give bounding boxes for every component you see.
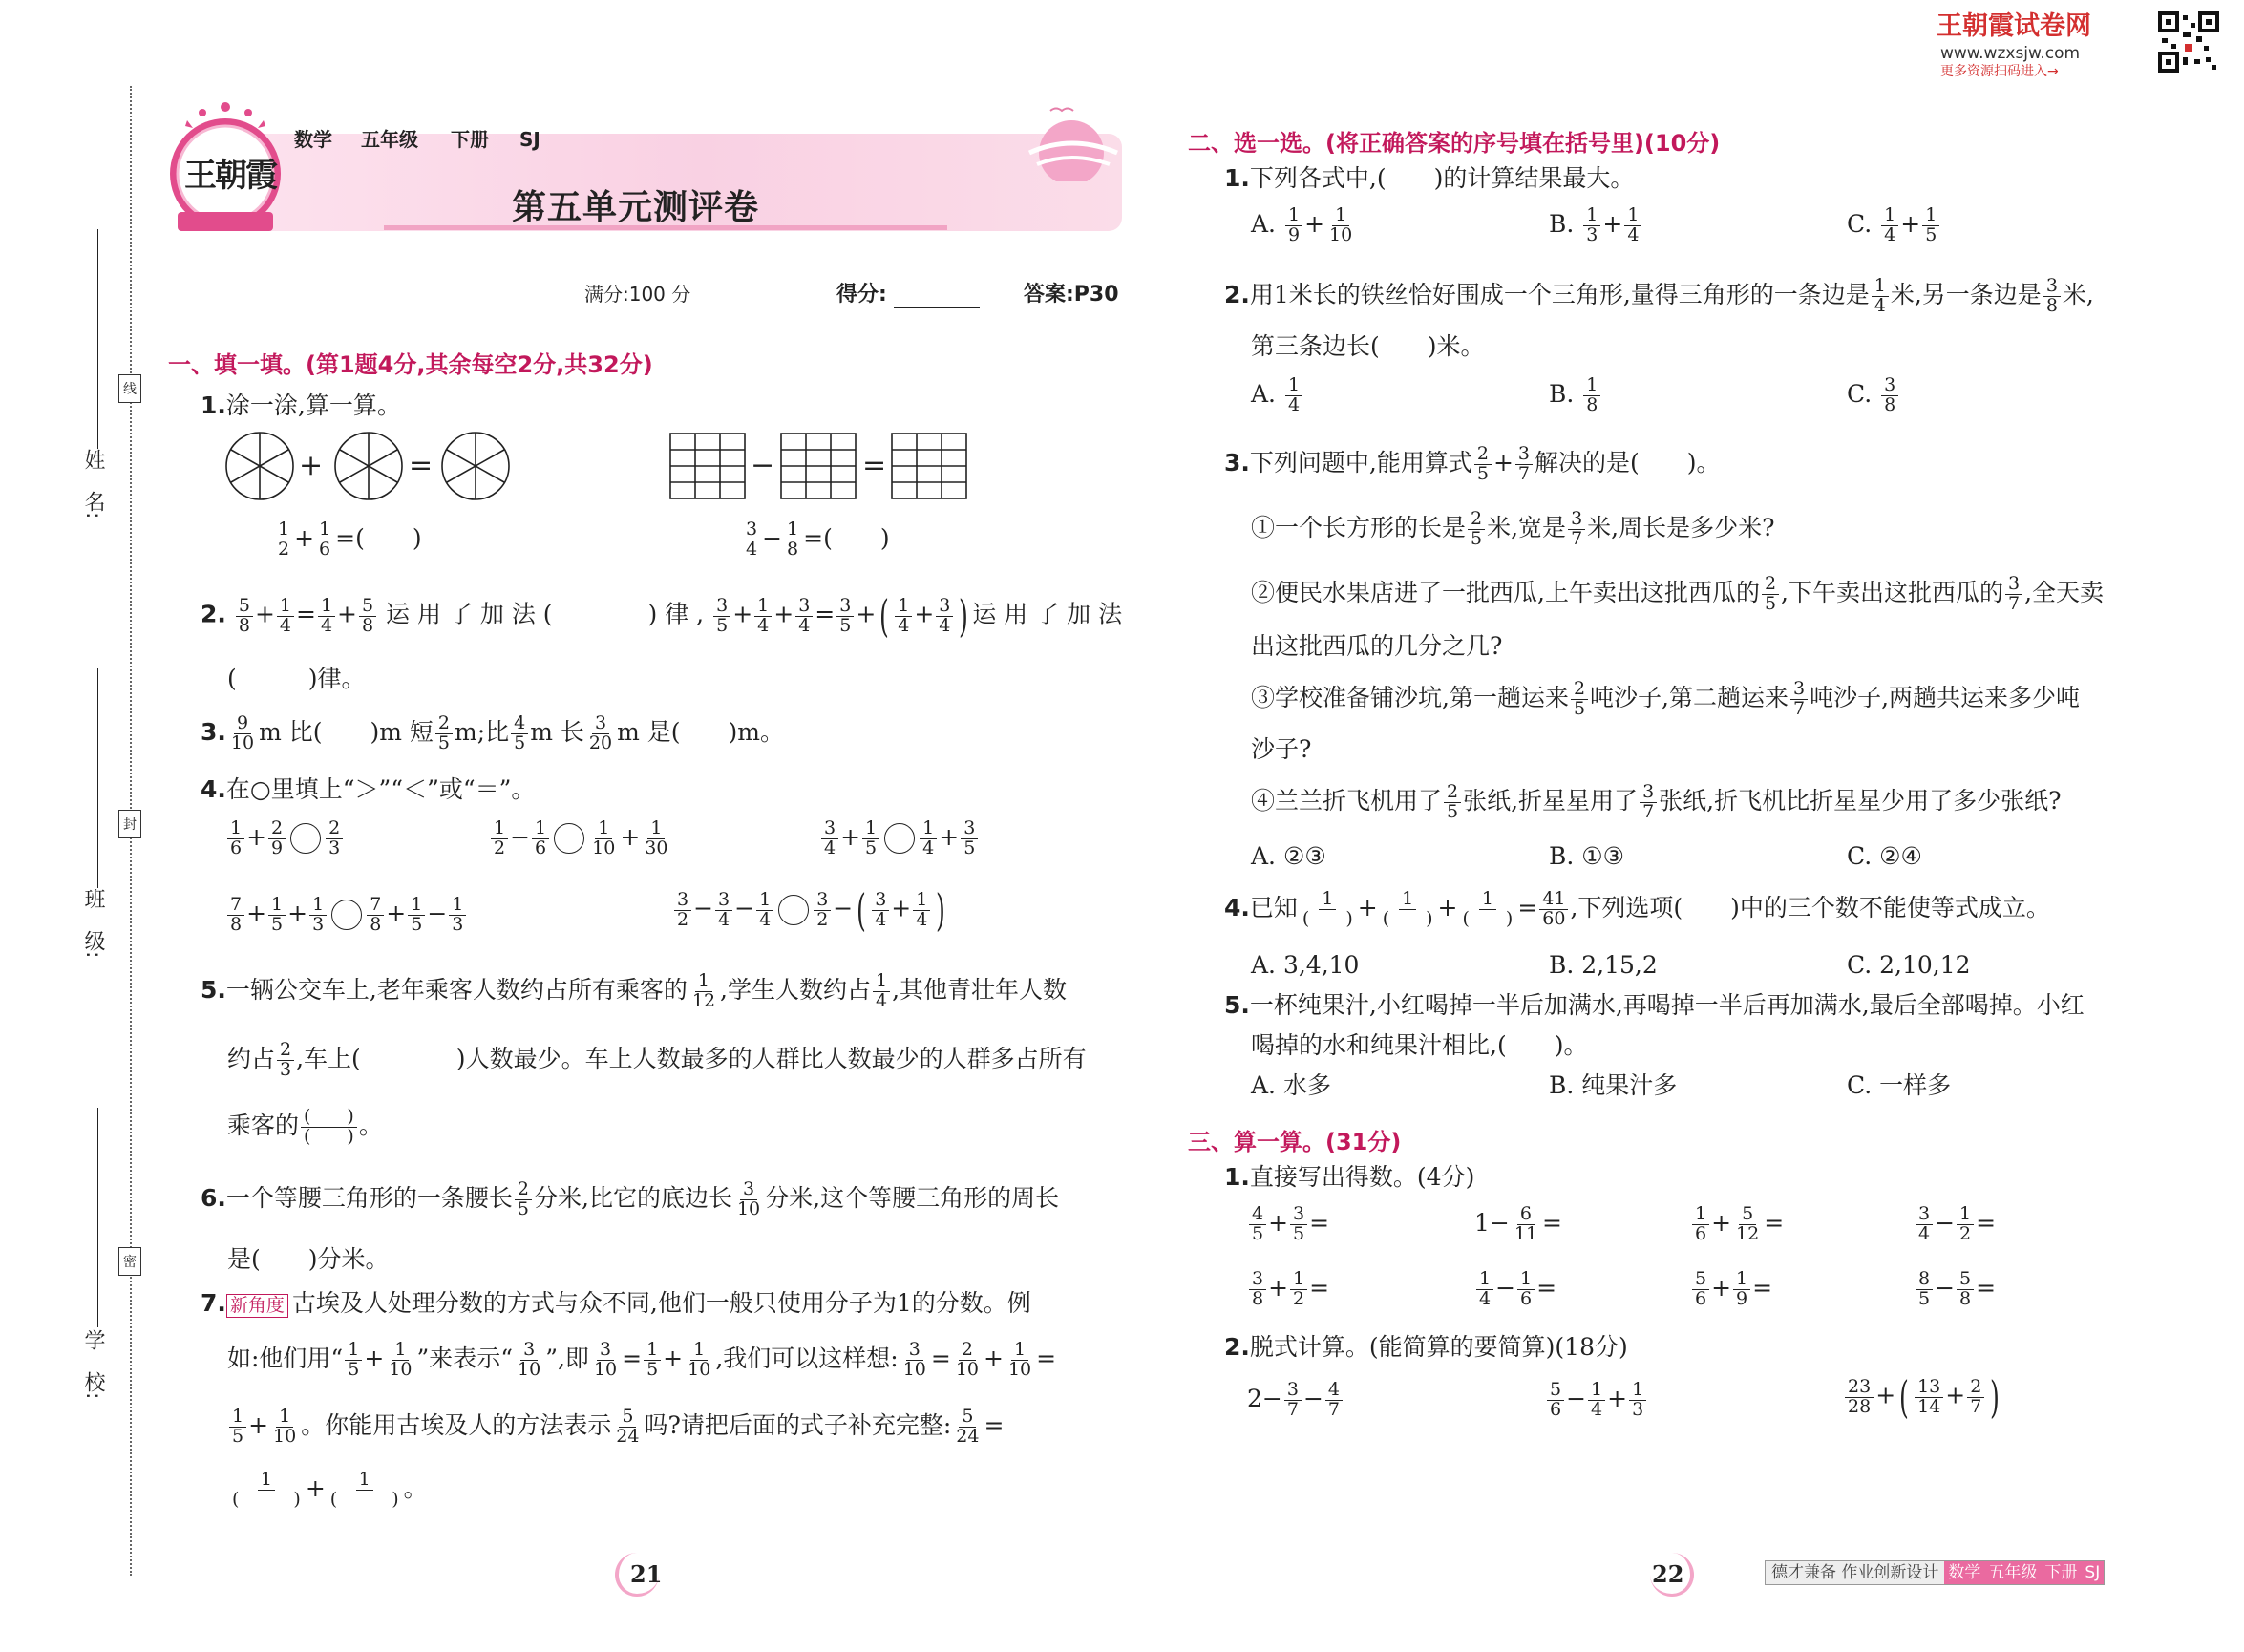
- compare-circle[interactable]: [331, 900, 362, 930]
- s1-item-2[interactable]: 1− $\frac{6}{11}$ =: [1474, 1203, 1562, 1244]
- q1-eq2: =: [862, 449, 887, 482]
- s2-item-3[interactable]: $\frac{23}{28}$ +( $\frac{13}{14}$ + $\frac{2}{7}$ ): [1843, 1375, 2003, 1419]
- brand-block: [1937, 11, 2223, 78]
- class-label: 班 级:: [81, 888, 105, 959]
- section-2-title: 二、选一选。(将正确答案的序号填在括号里)(10分): [1188, 130, 1721, 157]
- c3-item-4: ④兰兰折飞机用了 $\frac{2}{5}$ 张纸,折星星用了 $\frac{3}{7}$ 张纸,折飞机比折星星少用了多少张纸?: [1251, 781, 2062, 822]
- name-line[interactable]: [97, 229, 98, 449]
- c2-option-c[interactable]: C. $\frac{3}{8}$: [1847, 376, 1900, 415]
- school-label: 学 校:: [81, 1329, 105, 1400]
- c1-option-a[interactable]: A. $\frac{1}{9}$ + $\frac{1}{10}$: [1251, 204, 1353, 245]
- header-grade: 五年级: [361, 128, 418, 151]
- q5-line3: 乘客的 ( ) ( ) 。: [227, 1106, 383, 1147]
- footer-subject: 数学: [1944, 1561, 1984, 1584]
- c3-option-b[interactable]: B. ①③: [1549, 842, 1625, 870]
- c3-option-a[interactable]: A. ②③: [1251, 842, 1326, 870]
- footer-grade: 五年级: [1984, 1561, 2041, 1584]
- c3-option-c[interactable]: C. ②④: [1847, 842, 1922, 870]
- binding-mark-mi: 密: [118, 1247, 141, 1276]
- c5-line1: 5.一杯纯果汁,小红喝掉一半后加满水,再喝掉一半后再加满水,最后全部喝掉。小红: [1224, 991, 2085, 1019]
- page-number-left: 21: [630, 1560, 663, 1588]
- compare-circle[interactable]: [290, 823, 321, 854]
- c1-option-c[interactable]: C. $\frac{1}{4}$ + $\frac{1}{5}$: [1847, 206, 1941, 245]
- school-line[interactable]: [97, 1108, 98, 1327]
- c3-item-3: ③学校准备铺沙坑,第一趟运来 $\frac{2}{5}$ 吨沙子,第二趟运来 $\frac{3}{7}$ 吨沙子,两趟共运来多少吨: [1251, 678, 2081, 719]
- footer-series: 德才兼备 作业创新设计: [1766, 1561, 1944, 1584]
- q3: 3. $\frac{9}{10}$ m 比( )m 短 $\frac{2}{5}$ m;比 $\frac{4}{5}$ m 长 $\frac{3}{20}$ m 是( )m。: [201, 712, 784, 753]
- s2-item-1[interactable]: 2− $\frac{3}{7}$ − $\frac{4}{7}$: [1247, 1381, 1344, 1420]
- q4: 4.在○里填上“＞”“＜”或“＝”。: [201, 775, 536, 803]
- q4-item-5[interactable]: $\frac{3}{2}$ − $\frac{3}{4}$ − $\frac{1}{4}$ $\frac{3}{2}$ −( $\frac{3}{4}$ + $\frac{1}{4}$ ): [672, 888, 949, 932]
- q4-item-1[interactable]: $\frac{1}{6}$ + $\frac{2}{9}$ $\frac{2}{3}$: [225, 819, 345, 858]
- q7-line1: 7. 新角度 古埃及人处理分数的方式与众不同,他们一般只使用分子为1的分数。例: [201, 1289, 1031, 1317]
- q1-expr-1: $\frac{1}{2}$ + $\frac{1}{6}$ =( ): [273, 520, 422, 560]
- footer-tag: [1765, 1560, 2105, 1585]
- q1-expr-2: $\frac{3}{4}$ − $\frac{1}{8}$ =( ): [741, 520, 890, 560]
- q6-line2: 是( )分米。: [227, 1245, 390, 1273]
- c2-option-b[interactable]: B. $\frac{1}{8}$: [1549, 376, 1602, 415]
- q7-line4: 1 ( ) + 1 ( ) 。: [232, 1469, 428, 1510]
- sunset-decoration: [1022, 95, 1127, 181]
- q5-line2: 约占 $\frac{2}{3}$ ,车上( )人数最少。车上人数最多的人群比人数最少的人群多占所有: [227, 1039, 1087, 1080]
- q6-line1: 6.一个等腰三角形的一条腰长 $\frac{2}{5}$ 分米,比它的底边长 $\frac{3}{10}$ 分米,这个等腰三角形的周长: [201, 1178, 1060, 1219]
- c4: 4.已知 1 ( ) + 1 ( ) + 1 ( ) = $\frac{41}{60}$ ,下列选项( )中的三个数不能使等式成立。: [1224, 888, 2050, 929]
- c3-item-2: ②便民水果店进了一批西瓜,上午卖出这批西瓜的 $\frac{2}{5}$ ,下午卖出这批西瓜的 $\frac{3}{7}$ ,全天卖: [1251, 573, 2105, 614]
- c3: 3.下列问题中,能用算式 $\frac{2}{5}$ + $\frac{3}{7}$ 解决的是( )。: [1224, 443, 1721, 484]
- s1-item-5[interactable]: $\frac{3}{8}$ + $\frac{1}{2}$ =: [1247, 1270, 1329, 1309]
- compare-circle[interactable]: [554, 823, 584, 854]
- q1-eq1: =: [409, 449, 434, 482]
- q2-line2: ( )律。: [227, 665, 366, 692]
- score-label: 得分:: [836, 283, 887, 307]
- q7-line3: $\frac{1}{5}$ + $\frac{1}{10}$ 。你能用古埃及人的方法表示 $\frac{5}{24}$ 吗?请把后面的式子补充完整: $\frac{5}{24}$ =: [227, 1408, 1004, 1447]
- brand-tagline: 更多资源扫码进入→: [1940, 64, 2059, 79]
- c5-option-a[interactable]: A. 水多: [1251, 1071, 1331, 1099]
- s1-item-7[interactable]: $\frac{5}{6}$ + $\frac{1}{9}$ =: [1690, 1270, 1772, 1309]
- header-term: 下册: [451, 128, 489, 151]
- q2-line1: 2. $\frac{5}{8}$ + $\frac{1}{4}$ = $\frac{1}{4}$ + $\frac{5}{8}$ 运 用 了 加 法 ( ) 律 , $\frac{3}{5}$ + $\frac{1}{4}$ + $\frac{3}{4}$ = $\frac{3}{5}$ +( $\frac{1}{4}$ + $\frac{3}{4}$ ) 运 用 了 加 法: [201, 590, 1123, 642]
- new-angle-tag: 新角度: [226, 1294, 288, 1318]
- s1-item-6[interactable]: $\frac{1}{4}$ − $\frac{1}{6}$ =: [1474, 1270, 1556, 1309]
- c2-option-a[interactable]: A. $\frac{1}{4}$: [1251, 376, 1304, 415]
- name-label: 姓 名:: [81, 449, 105, 519]
- section-3-title: 三、算一算。(31分): [1188, 1129, 1402, 1155]
- page-title: 第五单元测评卷: [512, 188, 760, 227]
- s1-item-8[interactable]: $\frac{8}{5}$ − $\frac{5}{8}$ =: [1914, 1270, 1996, 1309]
- header-subject: 数学: [294, 128, 332, 151]
- class-line[interactable]: [97, 668, 98, 888]
- qr-code-icon[interactable]: [2158, 11, 2219, 73]
- c4-option-c[interactable]: C. 2,10,12: [1847, 951, 1971, 979]
- q4-item-4[interactable]: $\frac{7}{8}$ + $\frac{1}{5}$ + $\frac{1}{3}$ $\frac{7}{8}$ + $\frac{1}{5}$ − $\frac{1}{3}$: [225, 896, 468, 935]
- q4-item-3[interactable]: $\frac{3}{4}$ + $\frac{1}{5}$ $\frac{1}{4}$ + $\frac{3}{5}$: [819, 819, 980, 858]
- q7-line2: 如:他们用“ $\frac{1}{5}$ + $\frac{1}{10}$ ”来表示“ $\frac{3}{10}$ ”,即 $\frac{3}{10}$ = $\frac{1}{5}$ + $\frac{1}{10}$ ,我们可以这样想: $\frac{3}{10}$ = $\frac{2}{10}$ + $\frac{1}{10}$ =: [227, 1339, 1057, 1380]
- q1: 1.涂一涂,算一算。: [201, 392, 401, 419]
- answer-ref: 答案:P30: [1024, 283, 1119, 307]
- c4-option-b[interactable]: B. 2,15,2: [1549, 951, 1658, 979]
- brand-url[interactable]: www.wzxsjw.com: [1940, 44, 2081, 63]
- full-score: 满分:100 分: [584, 283, 691, 306]
- c3-item-2b: 出这批西瓜的几分之几?: [1251, 632, 1503, 660]
- header-edition: SJ: [519, 128, 540, 151]
- score-input[interactable]: [894, 307, 980, 308]
- c3-item-3b: 沙子?: [1251, 735, 1312, 763]
- q1-plus: +: [299, 449, 324, 482]
- binding-mark-xian: 线: [118, 374, 141, 403]
- section-1-title: 一、填一填。(第1题4分,其余每空2分,共32分): [168, 351, 653, 378]
- c2-line2: 第三条边长( )米。: [1251, 332, 1485, 360]
- page-number-right: 22: [1652, 1560, 1684, 1588]
- q5-line1: 5.一辆公交车上,老年乘客人数约占所有乘客的 $\frac{1}{12}$ ,学生人数约占 $\frac{1}{4}$ ,其他青壮年人数: [201, 970, 1068, 1011]
- footer-term: 下册: [2041, 1561, 2081, 1584]
- s2-item-2[interactable]: $\frac{5}{6}$ − $\frac{1}{4}$ + $\frac{1}{3}$: [1545, 1381, 1648, 1420]
- s1-item-3[interactable]: $\frac{1}{6}$ + $\frac{5}{12}$ =: [1690, 1205, 1784, 1244]
- compare-circle[interactable]: [778, 895, 809, 925]
- compare-circle[interactable]: [884, 823, 915, 854]
- s1: 1.直接写出得数。(4分): [1224, 1163, 1475, 1191]
- q1-grid-diagram[interactable]: [668, 432, 970, 500]
- c3-item-1: ①一个长方形的长是 $\frac{2}{5}$ 米,宽是 $\frac{3}{7}$ 米,周长是多少米?: [1251, 508, 1775, 549]
- c2-line1: 2.用1米长的铁丝恰好围成一个三角形,量得三角形的一条边是 $\frac{1}{4}$ 米,另一条边是 $\frac{3}{8}$ 米,: [1224, 275, 2094, 316]
- c5-option-c[interactable]: C. 一样多: [1847, 1071, 1952, 1099]
- c5-option-b[interactable]: B. 纯果汁多: [1549, 1071, 1678, 1099]
- binding-mark-feng: 封: [118, 810, 141, 838]
- q4-item-2[interactable]: $\frac{1}{2}$ − $\frac{1}{6}$ $\frac{1}{10}$ + $\frac{1}{30}$: [489, 819, 672, 858]
- footer-edition: SJ: [2081, 1561, 2104, 1584]
- s1-item-1[interactable]: $\frac{4}{5}$ + $\frac{3}{5}$ =: [1247, 1205, 1329, 1244]
- s2: 2.脱式计算。(能简算的要简算)(18分): [1224, 1333, 1628, 1361]
- c4-option-a[interactable]: A. 3,4,10: [1251, 951, 1360, 979]
- c1: 1.下列各式中,( )的计算结果最大。: [1224, 164, 1635, 192]
- c1-option-b[interactable]: B. $\frac{1}{3}$ + $\frac{1}{4}$: [1549, 206, 1643, 245]
- q1-minus: −: [751, 449, 775, 482]
- brand-name: 王朝霞试卷网: [1937, 11, 2091, 41]
- q1-circle-diagram[interactable]: [223, 430, 519, 506]
- c5-line2: 喝掉的水和纯果汁相比,( )。: [1251, 1031, 1588, 1059]
- s1-item-4[interactable]: $\frac{3}{4}$ − $\frac{1}{2}$ =: [1914, 1205, 1996, 1244]
- logo-text: 王朝霞: [184, 157, 276, 195]
